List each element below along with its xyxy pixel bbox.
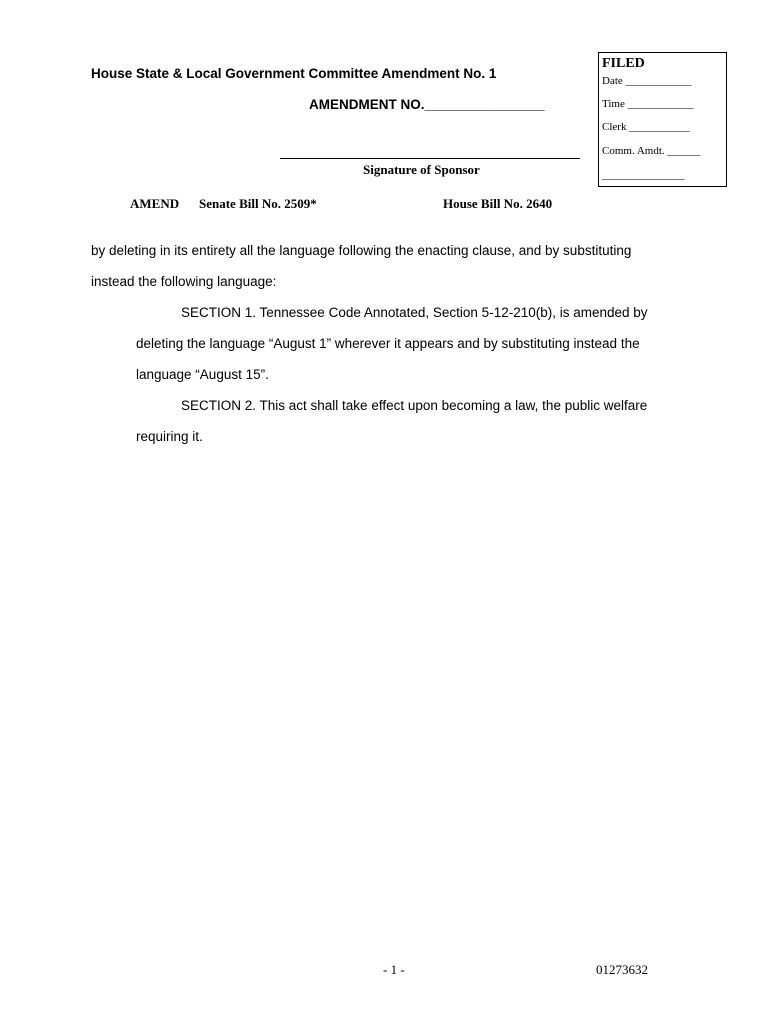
page-number: - 1 - — [383, 962, 405, 977]
filed-clerk-row — [602, 121, 690, 133]
house-bill-number: House Bill No. 2640 — [443, 196, 553, 211]
filed-date-blank: ____________ — [625, 75, 692, 87]
filed-clerk-blank: ___________ — [629, 121, 690, 133]
body-intro-line-2: instead the following language: — [91, 274, 277, 289]
committee-amendment-title: House State & Local Government Committee Amendment No. 1 — [91, 66, 497, 81]
filed-clerk-label: Clerk — [602, 121, 627, 133]
amend-label: AMEND — [130, 196, 180, 211]
section-1-line-3: language “August 15”. — [136, 367, 269, 382]
filed-date-label: Date — [602, 75, 623, 87]
filed-time-blank: ____________ — [627, 98, 694, 110]
filed-comm-blank: ______ — [667, 145, 701, 157]
signature-line — [280, 158, 580, 159]
filed-extra-blank: _______________ — [602, 169, 685, 181]
filed-date-row — [602, 75, 692, 87]
filed-time-row — [602, 98, 694, 110]
body-intro-line-1: by deleting in its entirety all the language following the enacting clause, and by substituting — [91, 243, 632, 258]
document-number: 01273632 — [596, 962, 648, 977]
amendment-number-field: AMENDMENT NO.________________ — [309, 97, 545, 112]
filed-time-label: Time — [602, 98, 625, 110]
senate-bill-number: Senate Bill No. 2509* — [199, 196, 317, 211]
section-2-line-2: requiring it. — [136, 429, 203, 444]
filed-comm-label: Comm. Amdt. — [602, 145, 665, 157]
filed-stamp-box — [598, 52, 727, 187]
section-1-line-1: SECTION 1. Tennessee Code Annotated, Section 5-12-210(b), is amended by — [181, 305, 648, 320]
section-2-line-1: SECTION 2. This act shall take effect upon becoming a law, the public welfare — [181, 398, 648, 413]
filed-comm-row — [602, 145, 700, 157]
filed-title: FILED — [602, 56, 645, 71]
signature-label: Signature of Sponsor — [363, 162, 480, 177]
section-1-line-2: deleting the language “August 1” wherever it appears and by substituting instead the — [136, 336, 640, 351]
